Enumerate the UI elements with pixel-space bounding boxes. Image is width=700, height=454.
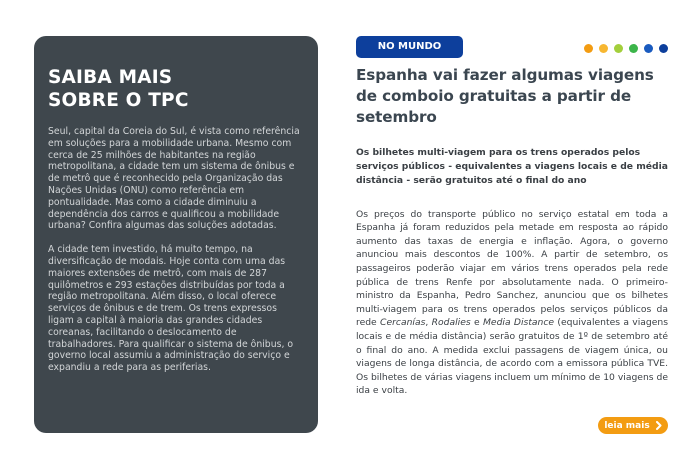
sidebar-paragraph-1: Seul, capital da Coreia do Sul, é vista como referência em soluções para a mobilidade urbana. Mesmo com cerca de 25 milhões de habitantes na região metropolitana, a cidade tem um sistema de ônibus e de metrô que é reconhecido pela Organização das Nações Unidas (ONU) como referência em pontualidade. Mas como a cidade diminuiu a dependência dos carros e qualificou a mobilidade urbana? Confira algumas das soluções adotadas. [48, 126, 300, 232]
article-lead: Os bilhetes multi-viagem para os trens operados pelos serviços públicos - equivalentes a viagens locais e de média distância - serão gratuitos até o final do ano [356, 147, 668, 187]
chevron-right-icon [656, 421, 662, 430]
sidebar-paragraph-2: A cidade tem investido, há muito tempo, na diversificação de modais. Hoje conta com uma das maiores extensões de metrô, com mais de 287 quilômetros e 293 estações distribuídas por toda a região metropolitana. Além disso, o local oferece serviços de ônibus e de trem. Os trens expressos ligam a capital à maioria das grandes cidades coreanas, facilitando o deslocamento de trabalhadores. Para qualificar o sistema de ônibus, o governo local assumiu a administração do serviço e expandiu a rede para as periferias. [48, 244, 294, 374]
article-headline: Espanha vai fazer algumas viagens de comboio gratuitas a partir de setembro [356, 66, 654, 126]
sidebar-card [34, 36, 318, 433]
body-part-2: (equivalentes a viagens locais e de média distância) serão gratuitos de 1º de setembro até o final do ano. A medida exclui passagens de viagem única, ou viagens de longa distância, de acordo com a emissora pública TVE. Os bilhetes de várias viagens incluem um mínimo de 10 viagens de ida e volta. [356, 317, 669, 397]
body-part-1: Os preços do transporte público no serviço estatal em toda a Espanha já foram reduzidos pela metade em resposta ao rápido aumento das taxas de energia e inflação. Agora, o governo anunciou mais descontos de 100%. A partir de setembro, os passageiros poderão viajar em vários trens operados pela rede pública de trens Renfe por absolutamente nada. O primeiro-ministro da Espanha, Pedro Sanchez, anunciou que os bilhetes multi-viagem para os trens operados pelos serviços públicos da rede [356, 208, 668, 329]
article [356, 36, 668, 398]
read-more-label: leia mais [604, 420, 650, 431]
body-sep-2: e [470, 317, 483, 329]
dot-6 [659, 44, 668, 53]
article-body [356, 208, 668, 398]
sidebar-title [48, 66, 302, 112]
read-more-button[interactable] [598, 417, 668, 434]
body-italic-2: Rodalies [431, 317, 471, 329]
body-italic-1: Cercanías [380, 317, 426, 329]
sidebar-title-line2: SOBRE O TPC [48, 90, 189, 111]
dot-5 [644, 44, 653, 53]
dot-4 [629, 44, 638, 53]
color-dots [584, 44, 668, 53]
dot-2 [599, 44, 608, 53]
body-sep-1: , [425, 317, 432, 329]
dot-3 [614, 44, 623, 53]
dot-1 [584, 44, 593, 53]
section-tag: NO MUNDO [356, 36, 463, 58]
sidebar-title-line1: SAIBA MAIS [48, 67, 173, 88]
body-italic-3: Media Distance [482, 317, 555, 329]
